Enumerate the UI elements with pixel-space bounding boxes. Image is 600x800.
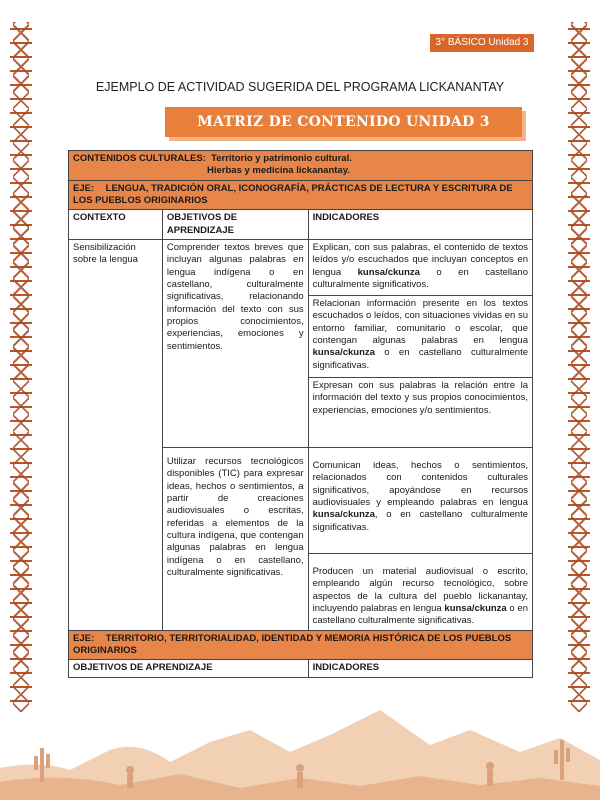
column-header-contexto: CONTEXTO (69, 210, 163, 240)
objetivo-cell-2: Utilizar recursos tecnológicos disponibles (TIC) para expresar ideas, hechos o sentimientos, a partir de creaciones audiovisuales o escritas, referidas a elementos de la cultura indígena, que contengan algunas palabras en lengua indígena o en castellano, culturalmente significativas. (162, 448, 308, 631)
cultural-contents-label: CONTENIDOS CULTURALES: (73, 153, 206, 164)
indicador-cell-1: Explican, con sus palabras, el contenido de textos leídos y/o escuchados que incluyan conceptos en lengua kunsa/ckunza o en castellano culturalmente significativos. (308, 240, 532, 296)
page-title: MATRIZ DE CONTENIDO UNIDAD 3 (165, 107, 522, 137)
indicador-cell-3: Expresan con sus palabras la relación entre la información del texto y sus propios conocimientos, experiencias, emociones y/o sentimientos. (308, 378, 532, 448)
eje-text-2: TERRITORIO, TERRITORIALIDAD, IDENTIDAD Y MEMORIA HISTÓRICA DE LOS PUEBLOS ORIGINARIOS (73, 632, 512, 657)
eje-text: LENGUA, TRADICIÓN ORAL, ICONOGRAFÍA, PRÁCTICAS DE LECTURA Y ESCRITURA DE LOS PUEBLOS ORIGINARIOS (73, 182, 513, 207)
indicador-cell-5: Producen un material audiovisual o escrito, empleando algún recurso tecnológico, sobre aspectos de la cultura del pueblo lickanantay, incluyendo palabras en lengua kunsa/ckunza o en castellano culturalmente significativas. (308, 554, 532, 631)
footer-header-objetivos: OBJETIVOS DE APRENDIZAJE (69, 660, 309, 677)
objetivo-cell-1: Comprender textos breves que incluyan algunas palabras en lengua indígena o en castellano, culturalmente significativas, relacionando información del texto con sus propios conocimientos, experiencias, emociones y sentimientos. (162, 240, 308, 448)
indicador-cell-4: Comunican ideas, hechos o sentimientos, relacionados con contenidos culturales significativos, apoyándose en recursos audiovisuales y empleando palabras en lengua kunsa/ckunza, o en castellano culturalmente significativas. (308, 448, 532, 554)
column-header-indicadores: INDICADORES (308, 210, 532, 240)
column-header-objetivos: OBJETIVOS DE APRENDIZAJE (162, 210, 308, 240)
landscape-illustration (0, 690, 600, 800)
decorative-border-left (10, 22, 32, 712)
grade-tab: 3° BÁSICO Unidad 3 (430, 34, 534, 52)
eje-row-2 (69, 630, 533, 660)
cultural-contents-line2: Hierbas y medicina lickanantay. (207, 165, 350, 177)
contexto-cell: Sensibilización sobre la lengua (69, 240, 163, 631)
page-subtitle: EJEMPLO DE ACTIVIDAD SUGERIDA DEL PROGRAMA LICKANANTAY (95, 80, 505, 94)
eje-row-1 (69, 180, 533, 210)
content-matrix (68, 150, 533, 678)
footer-header-indicadores: INDICADORES (308, 660, 532, 677)
indicador-cell-2: Relacionan información presente en los textos escuchados o leídos, con situaciones vividas en su entorno familiar, comunitario o escolar, que contengan algunas palabras en lengua kunsa/ckunza o en castellano culturalmente significativas. (308, 296, 532, 378)
decorative-border-right (568, 22, 590, 712)
cultural-contents-row (69, 151, 533, 181)
eje-label: EJE: (73, 182, 95, 194)
eje-label-2: EJE: (73, 632, 95, 644)
cultural-contents-line1: Territorio y patrimonio cultural. (211, 153, 352, 164)
